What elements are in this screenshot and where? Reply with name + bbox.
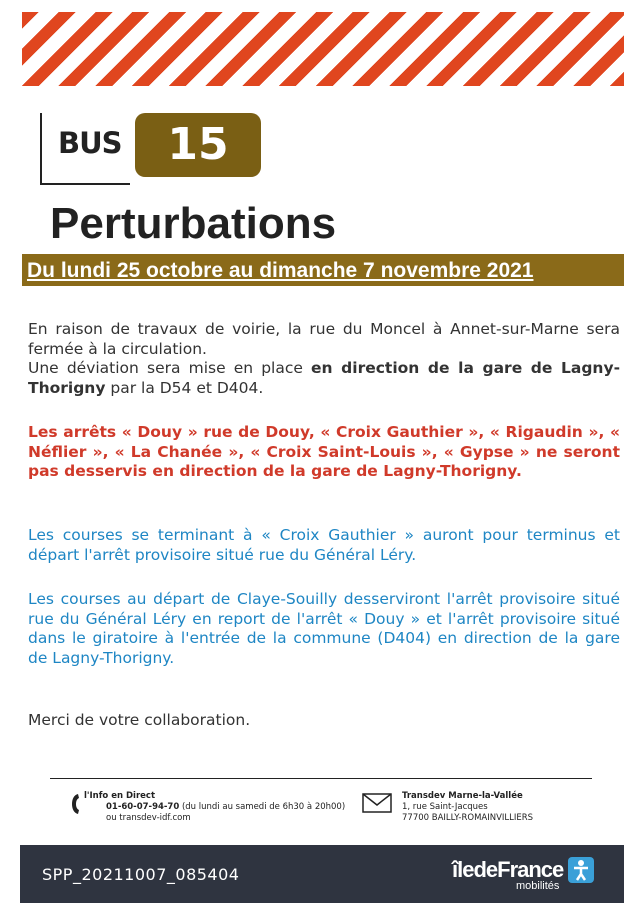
date-banner bbox=[22, 254, 624, 286]
divider bbox=[50, 778, 592, 779]
contact-info bbox=[72, 791, 362, 824]
envelope-icon bbox=[362, 793, 392, 813]
deviation-direction: en direction de la gare de Lagny-Thorigny bbox=[28, 359, 620, 397]
logo-main-text: îledeFrance bbox=[452, 857, 564, 882]
page-title: Perturbations bbox=[50, 199, 337, 248]
line-number-badge: 15 bbox=[135, 113, 261, 177]
deviation-text: Une déviation sera mise en place bbox=[28, 359, 312, 378]
phone-hours: (du lundi au samedi de 6h30 à 20h00) bbox=[179, 802, 346, 812]
document-code: SPP_20211007_085404 bbox=[42, 865, 240, 884]
intro-text: En raison de travaux de voirie, la rue du Moncel à Annet-sur-Marne sera fermée à la circulation. bbox=[28, 320, 620, 358]
claye-souilly-paragraph: Les courses au départ de Claye-Souilly desserviront l'arrêt provisoire situé rue du Général Léry en report de l'arrêt « Douy » et l'arrêt provisoire situé dans le giratoire à l'entrée de la commune (D404) en direction de la gare de Lagny-Thorigny. bbox=[28, 590, 620, 667]
website-link[interactable]: ou transdev-idf.com bbox=[106, 813, 191, 823]
intro-paragraph bbox=[28, 320, 620, 398]
deviation-route: par la D54 et D404. bbox=[105, 378, 264, 397]
date-range: Du lundi 25 octobre au dimanche 7 novembre 2021 bbox=[27, 259, 534, 282]
logo-sub-text: mobilités bbox=[516, 880, 560, 892]
street-address: 1, rue Saint-Jacques bbox=[402, 802, 488, 812]
stops-not-served-paragraph: Les arrêts « Douy » rue de Douy, « Croix Gauthier », « Rigaudin », « Néflier », « La Chanée », « Croix Saint-Louis », « Gypse » ne seront pas desservis en direction de la gare de Lagny-Thorigny. bbox=[28, 423, 620, 481]
hazard-stripes-banner bbox=[22, 12, 624, 86]
terminus-paragraph: Les courses se terminant à « Croix Gauthier » auront pour terminus et départ l'arrêt provisoire situé rue du Général Léry. bbox=[28, 526, 620, 564]
idf-mobilites-logo bbox=[452, 855, 594, 895]
phone-number[interactable]: 01-60-07-94-70 bbox=[106, 802, 180, 812]
accessibility-icon bbox=[568, 857, 594, 883]
thanks-paragraph: Merci de votre collaboration. bbox=[28, 711, 251, 729]
postal-address bbox=[402, 791, 533, 824]
bus-label: BUS bbox=[58, 126, 122, 160]
city-address: 77700 BAILLY-ROMAINVILLIERS bbox=[402, 813, 534, 823]
info-header: l'Info en Direct bbox=[84, 791, 156, 801]
company-name: Transdev Marne-la-Vallée bbox=[402, 791, 523, 801]
